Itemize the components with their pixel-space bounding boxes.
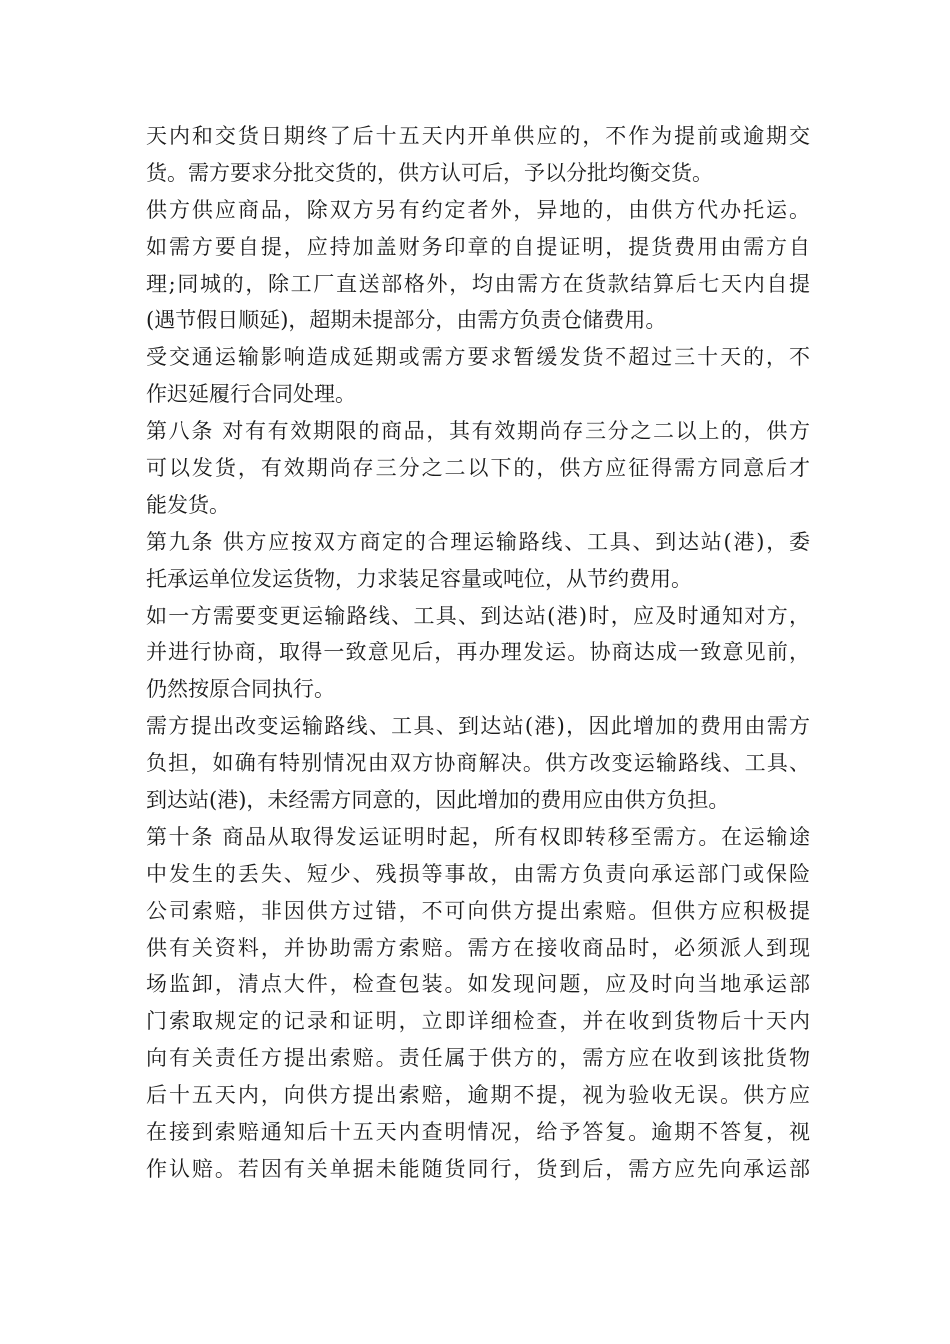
text-line: 能发货。 xyxy=(146,492,230,517)
text-line: 门索取规定的记录和证明，立即详细检查，并在收到货物后十天内 xyxy=(146,1009,810,1034)
paragraph xyxy=(146,192,810,340)
text-line: 仍然按原合同执行。 xyxy=(146,677,335,702)
text-line: 天内和交货日期终了后十五天内开单供应的，不作为提前或逾期交 xyxy=(146,124,810,148)
text-line: 负担，如确有特别情况由双方协商解决。供方改变运输路线、工具、 xyxy=(146,751,810,776)
text-line: 需方提出改变运输路线、工具、到达站(港)，因此增加的费用由需方 xyxy=(146,714,810,739)
text-line: 如需方要自提，应持加盖财务印章的自提证明，提货费用由需方自 xyxy=(146,234,810,259)
paragraph xyxy=(146,598,810,709)
paragraph xyxy=(146,339,810,413)
document-body xyxy=(146,118,810,1188)
text-line: 第十条 商品从取得发运证明时起，所有权即转移至需方。在运输途 xyxy=(146,824,810,849)
text-line: 货。需方要求分批交货的，供方认可后，予以分批均衡交货。 xyxy=(146,160,713,185)
text-line: 托承运单位发运货物，力求装足容量或吨位，从节约费用。 xyxy=(146,566,692,591)
text-line: 后十五天内，向供方提出索赔，逾期不提，视为验收无误。供方应 xyxy=(146,1083,810,1108)
text-line: 如一方需要变更运输路线、工具、到达站(港)时，应及时通知对方， xyxy=(146,603,810,628)
text-line: 并进行协商，取得一致意见后，再办理发运。协商达成一致意见前， xyxy=(146,640,810,665)
text-line: 中发生的丢失、短少、残损等事故，由需方负责向承运部门或保险 xyxy=(146,861,810,886)
text-line: 作认赔。若因有关单据未能随货同行，货到后，需方应先向承运部 xyxy=(146,1156,810,1181)
text-line: 场监卸，清点大件，检查包装。如发现问题，应及时向当地承运部 xyxy=(146,972,810,997)
text-line: 向有关责任方提出索赔。责任属于供方的，需方应在收到该批货物 xyxy=(146,1046,810,1071)
text-line: 供有关资料，并协助需方索赔。需方在接收商品时，必须派人到现 xyxy=(146,935,810,960)
text-line: 公司索赔，非因供方过错，不可向供方提出索赔。但供方应积极提 xyxy=(146,898,810,923)
text-line: 在接到索赔通知后十五天内查明情况，给予答复。逾期不答复，视 xyxy=(146,1120,810,1145)
text-line: 到达站(港)，未经需方同意的，因此增加的费用应由供方负担。 xyxy=(146,788,730,813)
paragraph xyxy=(146,819,810,1188)
text-line: 受交通运输影响造成延期或需方要求暂缓发货不超过三十天的，不 xyxy=(146,345,810,370)
text-line: 可以发货，有效期尚存三分之二以下的，供方应征得需方同意后才 xyxy=(146,456,810,481)
paragraph xyxy=(146,708,810,819)
paragraph xyxy=(146,118,810,192)
text-line: 第八条 对有有效期限的商品，其有效期尚存三分之二以上的，供方 xyxy=(146,419,810,444)
text-line: 作迟延履行合同处理。 xyxy=(146,382,356,407)
text-line: (遇节假日顺延)，超期未提部分，由需方负责仓储费用。 xyxy=(146,308,667,333)
text-line: 理;同城的，除工厂直送部格外，均由需方在货款结算后七天内自提 xyxy=(146,271,810,296)
paragraph xyxy=(146,524,810,598)
text-line: 供方供应商品，除双方另有约定者外，异地的，由供方代办托运。 xyxy=(146,197,810,222)
text-line: 第九条 供方应按双方商定的合理运输路线、工具、到达站(港)，委 xyxy=(146,529,810,554)
paragraph xyxy=(146,413,810,524)
